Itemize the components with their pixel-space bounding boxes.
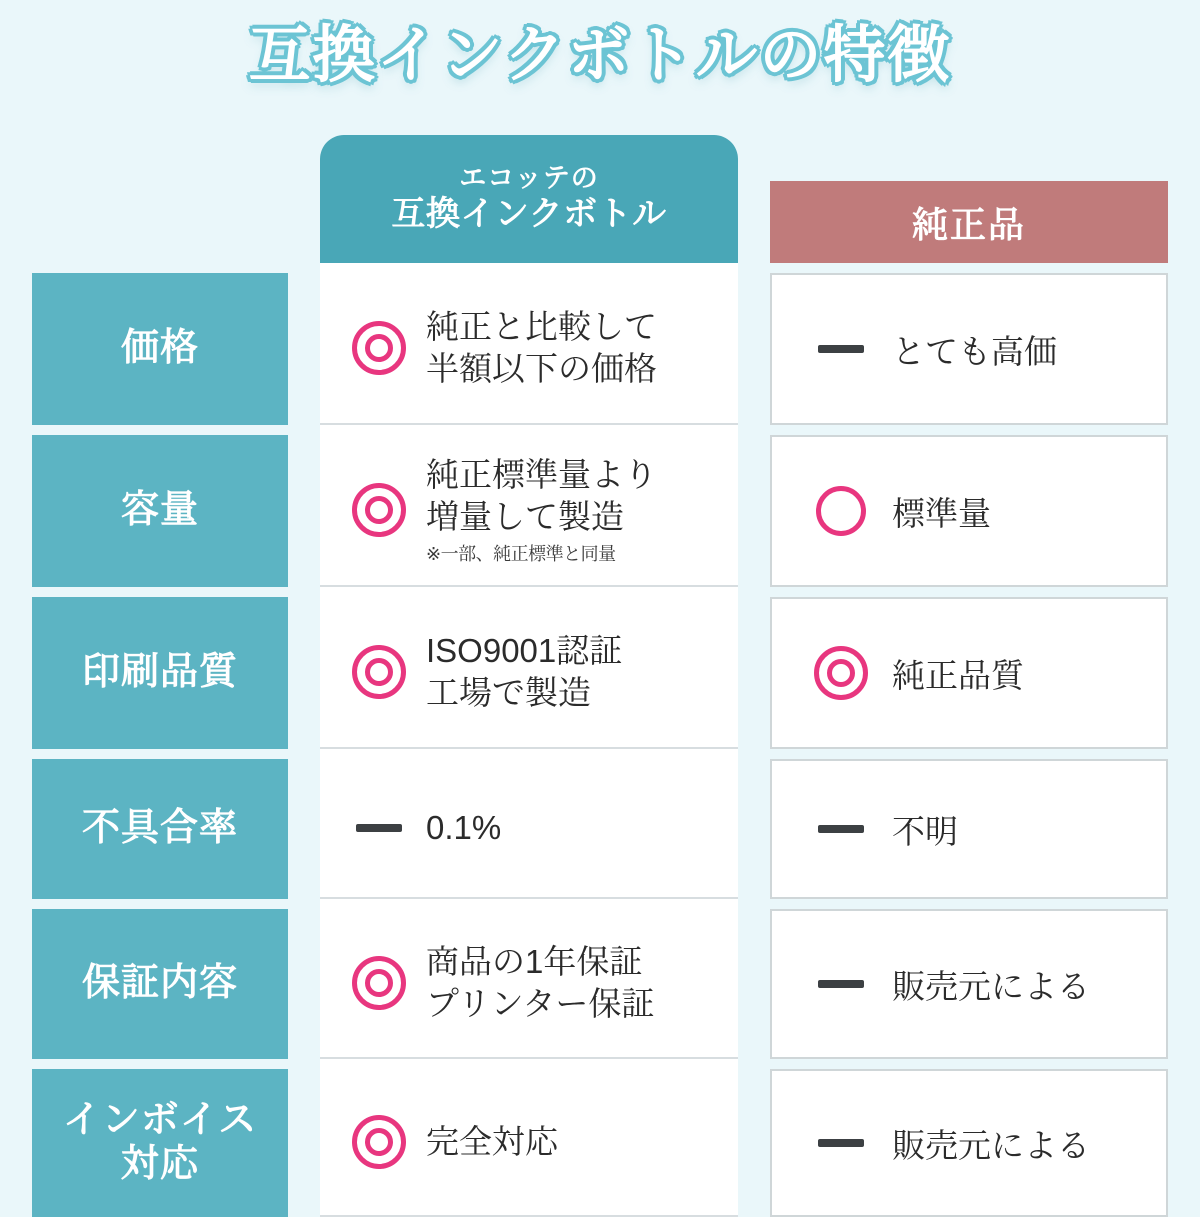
table-row [32, 909, 1168, 1059]
cell-genuine-price-text: とても高価 [892, 332, 1057, 370]
cell-line-1: 純正標準量より [426, 456, 657, 494]
cell-genuine-invoice [770, 1069, 1168, 1217]
table-row [32, 273, 1168, 425]
cell-ecotte-invoice-text: 完全対応 [426, 1122, 558, 1160]
cell-genuine-print-quality-text: 純正品質 [892, 656, 1024, 694]
cell-genuine-warranty [770, 909, 1168, 1059]
dash-icon [346, 824, 412, 832]
cell-ecotte-defect-rate-text: 0.1% [426, 808, 502, 846]
row-label-invoice [32, 1069, 288, 1217]
cell-genuine-defect-rate-text: 不明 [892, 812, 958, 850]
cell-genuine-capacity [770, 435, 1168, 587]
cell-ecotte-capacity-text [412, 454, 657, 566]
column-header-ecotte [320, 135, 738, 263]
single-circle-icon [808, 486, 874, 536]
cell-line-2: 半額以下の価格 [426, 350, 657, 387]
cell-line-2: プリンター保証 [426, 985, 655, 1022]
comparison-table [32, 135, 1168, 1217]
cell-ecotte-defect-rate [320, 759, 738, 899]
cell-ecotte-warranty [320, 909, 738, 1059]
row-label-invoice-line1: インボイス [62, 1099, 258, 1142]
table-row [32, 759, 1168, 899]
row-label-capacity: 容量 [32, 435, 288, 587]
double-circle-icon [346, 483, 412, 537]
page-title: 互換インクボトルの特徴 [248, 21, 952, 90]
dash-icon [808, 345, 874, 353]
row-label-price: 価格 [32, 273, 288, 425]
cell-note: ※一部、純正標準と同量 [426, 543, 616, 564]
table-row [32, 1069, 1168, 1217]
cell-line-2: 工場で製造 [426, 674, 591, 711]
row-label-warranty: 保証内容 [32, 909, 288, 1059]
cell-genuine-print-quality [770, 597, 1168, 749]
cell-line-1: 商品の1年保証 [426, 942, 643, 980]
row-label-print-quality: 印刷品質 [32, 597, 288, 749]
header-corner-spacer [32, 135, 288, 263]
cell-genuine-capacity-text: 標準量 [892, 494, 991, 532]
cell-genuine-invoice-text: 販売元による [892, 1126, 1090, 1164]
cell-genuine-defect-rate [770, 759, 1168, 899]
double-circle-icon [346, 1115, 412, 1169]
double-circle-icon [346, 956, 412, 1010]
table-row [32, 597, 1168, 749]
cell-line-1: ISO9001認証 [426, 631, 623, 669]
cell-line-2: 増量して製造 [426, 498, 624, 536]
cell-line-1: 純正と比較して [426, 307, 657, 345]
cell-ecotte-price-text [412, 306, 657, 390]
cell-ecotte-invoice [320, 1069, 738, 1217]
dash-icon [808, 825, 874, 833]
column-header-genuine: 純正品 [770, 181, 1168, 263]
double-circle-icon [346, 645, 412, 699]
cell-ecotte-price [320, 273, 738, 425]
double-circle-icon [346, 321, 412, 375]
table-row [32, 435, 1168, 587]
cell-ecotte-capacity [320, 435, 738, 587]
double-circle-icon [808, 646, 874, 700]
cell-genuine-price [770, 273, 1168, 425]
ecotte-product-label: 互換インクボトル [391, 195, 667, 234]
table-header-row [32, 135, 1168, 263]
cell-ecotte-warranty-text [412, 941, 654, 1025]
dash-icon [808, 980, 874, 988]
cell-genuine-warranty-text: 販売元による [892, 967, 1090, 1005]
cell-ecotte-print-quality [320, 597, 738, 749]
cell-ecotte-print-quality-text [412, 630, 622, 714]
ecotte-brand-label: エコッテの [459, 163, 599, 194]
row-label-invoice-line2: 対応 [120, 1143, 199, 1185]
row-label-defect-rate: 不具合率 [32, 759, 288, 899]
dash-icon [808, 1139, 874, 1147]
